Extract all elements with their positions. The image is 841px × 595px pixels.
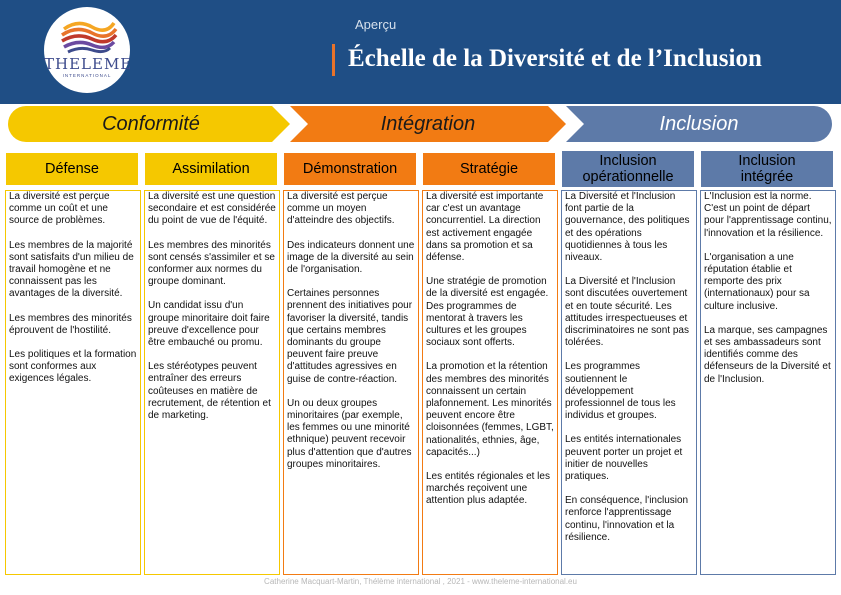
apercu-label: Aperçu [355,17,397,32]
column-paragraph: Les entités internationales peuvent porter un projet et initier de nouvelles pratiques. [565,434,683,483]
column-paragraph: Les politiques et la formation sont conformes aux exigences légales. [9,349,137,385]
column-heading-strategie: Stratégie [423,153,555,185]
title-accent-bar [332,44,335,76]
column-inclusion-operationnelle [561,190,697,575]
column-paragraph: Des indicateurs donnent une image de la diversité au sein de l'organisation. [287,239,415,276]
column-paragraph: Certaines personnes prennent des initiatives pour favoriser la diversité, tandis que certains membres dominants du groupe peuvent faire preuve d'attitudes agressives en guise de contre-réaction. [287,288,413,385]
column-paragraph: Une stratégie de promotion de la diversité est engagée. Des programmes de mentorat à travers les cultures et les groupes sociaux sont offerts. [426,276,549,349]
footer-credit: Catherine Macquart-Martin, Thélème international , 2021 - www.theleme-international.eu [264,577,577,586]
column-heading-inclusion-integree: Inclusion intégrée [701,151,833,187]
column-inclusion-integree [700,190,836,575]
column-paragraph: Les membres des minorités éprouvent de l'hostilité. [9,312,132,336]
column-paragraph: La Diversité et l'Inclusion sont discutées ouvertement et en toute sécurité. Les attitudes irrespectueuses et discriminatoires ne sont pas tolérées. [565,276,689,349]
column-paragraph: La diversité est perçue comme un coût et une source de problèmes. [9,191,110,227]
column-defense [5,190,141,575]
column-paragraph: La diversité est une question secondaire et est considérée du point de vue de l'équité. [148,191,276,227]
column-heading-inclusion-operationnelle: Inclusion opérationnelle [562,151,694,187]
column-paragraph: En conséquence, l'inclusion renforce l'apprentissage continu, l'innovation et la résilience. [565,495,689,543]
theleme-logo [44,7,133,93]
column-paragraph: Les stéréotypes peuvent entraîner des erreurs coûteuses en matière de recrutement, de rétention et de marketing. [148,361,271,422]
logo-waves-icon [44,7,133,93]
stage-label-conformite: Conformité [102,113,200,135]
column-paragraph: Les entités régionales et les marchés reçoivent une attention plus adaptée. [426,471,550,507]
stage-label-inclusion: Inclusion [659,113,739,135]
column-paragraph: Un candidat issu d'un groupe minoritaire doit faire preuve d'excellence pour être embauché ou promu. [148,300,270,349]
column-paragraph: La diversité est perçue comme un moyen d'atteindre des objectifs. [287,191,395,227]
column-paragraph: La Diversité et l'Inclusion font partie de la gouvernance, des politiques et des opérations quotidiennes à tous les niveaux. [565,191,690,264]
page-title: Échelle de la Diversité et de l’Inclusion [348,45,762,72]
logo-name: THELEME [44,55,133,73]
column-paragraph: La diversité est importante car c'est un avantage concurrentiel. La direction est activement engagée dans sa promotion et sa défense. [426,191,544,264]
column-paragraph: Les membres de la majorité sont satisfaits d'un milieu de travail homogène et ne connaissent pas les avantages de la diversité. [9,239,134,300]
logo-subtitle: INTERNATIONAL [62,73,112,78]
column-heading-assimilation: Assimilation [145,153,277,185]
column-paragraph: La promotion et la rétention des membres des minorités connaissent un certain plafonnement. Les minorités peuvent encore être cloisonnées (femmes, LGBT, nationalités, ethnies, âge, capacités...) [426,361,554,458]
column-heading-demonstration: Démonstration [284,153,416,185]
column-paragraph: La marque, ses campagnes et ses ambassadeurs sont identifiés comme des défenseurs de la Diversité et de l'Inclusion. [704,324,831,385]
column-paragraph: L'Inclusion est la norme. C'est un point de départ pour l'apprentissage continu, l'innovation et la résilience. [704,191,832,239]
column-demonstration [283,190,419,575]
column-heading-defense: Défense [6,153,138,185]
column-paragraph: Les membres des minorités sont censés s'assimiler et se conformer aux normes du groupe dominant. [148,239,275,288]
column-paragraph: Un ou deux groupes minoritaires (par exemple, les femmes ou une minorité ethnique) peuvent recevoir plus d'attention que d'autres groupes minoritaires. [287,397,412,470]
stage-label-integration: Intégration [380,113,476,135]
column-assimilation [144,190,280,575]
column-paragraph: L'organisation a une réputation établie et remporte des prix (internationaux) pour sa culture inclusive. [704,251,810,312]
column-paragraph: Les programmes soutiennent le développement professionnel de tous les individus et groupes. [565,361,676,422]
column-strategie [422,190,558,575]
header-banner [0,0,841,104]
